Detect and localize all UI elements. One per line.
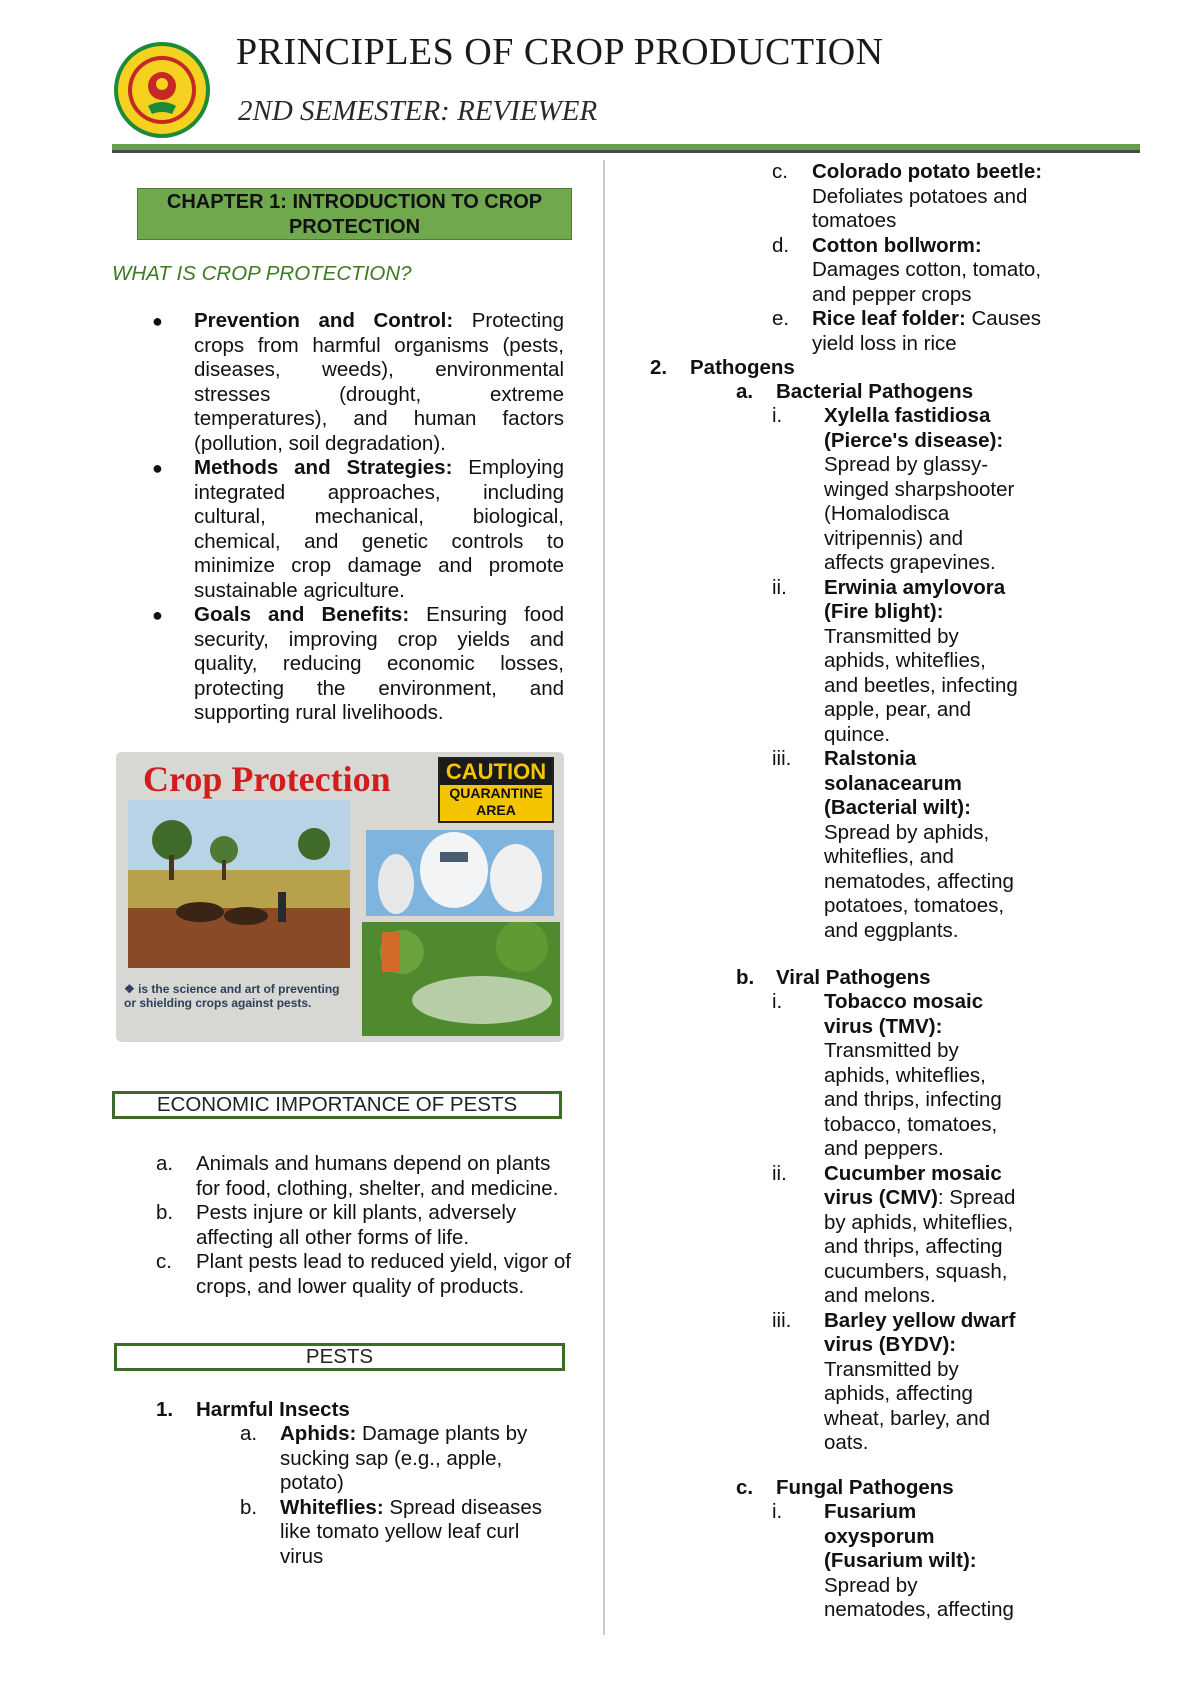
list-item	[240, 1496, 550, 1570]
protective-suits-illustration	[366, 830, 554, 916]
list-marker: a.	[736, 380, 754, 403]
bullet-text: Protecting crops from harmful organisms (pests, diseases, weeds), environmental stresses (drought, extreme temperatures), and human factors (pollution, soil degradation).	[194, 309, 564, 455]
section-question: WHAT IS CROP PROTECTION?	[112, 262, 412, 285]
list-term: Colorado potato beetle:	[812, 160, 1043, 183]
list-marker: i.	[772, 1500, 783, 1523]
list-label: Bacterial Pathogens	[776, 380, 974, 403]
list-label: Harmful Insects	[196, 1398, 350, 1421]
list-text: Spread by glassy-winged sharpshooter (Homalodisca vitripennis) and affects grapevines.	[824, 453, 1015, 574]
bullet-text: Employing integrated approaches, including cultural, mechanical, biological, chemical, and genetic controls to minimize crop damage and promote sustainable agriculture.	[194, 456, 564, 602]
list-item	[156, 1201, 576, 1250]
bullet-term: Methods and Strategies:	[194, 456, 453, 479]
list-text: Spread diseases like tomato yellow leaf curl virus	[280, 1495, 543, 1568]
viral-pathogens-list	[772, 990, 1022, 1456]
list-item	[772, 990, 1022, 1162]
document-subtitle: 2ND SEMESTER: REVIEWER	[238, 95, 598, 127]
list-text: Causes yield loss in rice	[812, 307, 1042, 355]
list-item	[772, 576, 1022, 748]
list-item	[152, 456, 564, 603]
list-item	[772, 234, 1062, 308]
pathogens-heading	[650, 356, 795, 381]
list-marker: 2.	[650, 356, 668, 379]
list-term: Cucumber mosaic virus (CMV)	[824, 1161, 1002, 1209]
list-item	[772, 404, 1022, 576]
list-text: Pests injure or kill plants, adversely affecting all other forms of life.	[196, 1201, 517, 1249]
document-title: PRINCIPLES OF CROP PRODUCTION	[236, 31, 884, 73]
fungal-pathogens-heading	[736, 1476, 954, 1501]
caution-label: CAUTION	[440, 759, 552, 785]
list-term: Rice leaf folder:	[812, 307, 966, 330]
list-item	[772, 1162, 1022, 1309]
list-marker: b.	[240, 1495, 258, 1519]
viral-pathogens-heading	[736, 966, 931, 991]
pests-heading: PESTS	[114, 1343, 565, 1371]
list-marker: a.	[240, 1422, 258, 1445]
list-marker: i.	[772, 404, 783, 427]
crop-spraying-illustration	[362, 922, 560, 1036]
university-seal-logo	[112, 40, 212, 140]
harmful-insects-heading	[156, 1398, 350, 1423]
list-marker: c.	[736, 1476, 754, 1499]
header-rule	[112, 144, 1140, 153]
list-text: Damage plants by sucking sap (e.g., apple, potato)	[280, 1422, 528, 1494]
list-item	[772, 1500, 1022, 1623]
list-text: Animals and humans depend on plants for food, clothing, shelter, and medicine.	[196, 1152, 559, 1200]
bullet-term: Goals and Benefits:	[194, 603, 410, 626]
list-term: Erwinia amylovora (Fire blight):	[824, 575, 1006, 623]
list-item	[772, 160, 1062, 234]
diamond-bullet-icon: ❖	[124, 982, 139, 996]
list-marker: 1.	[156, 1398, 174, 1421]
list-item	[156, 1250, 576, 1299]
list-marker: c.	[156, 1250, 172, 1273]
list-marker: c.	[772, 160, 788, 183]
list-item	[772, 747, 1022, 943]
list-term: Tobacco mosaic virus (TMV):	[824, 990, 984, 1038]
bullet-icon: ●	[152, 458, 163, 478]
bullet-icon: ●	[152, 605, 163, 625]
list-term: Fusarium oxysporum (Fusarium wilt):	[824, 1500, 977, 1572]
fungal-pathogens-list	[772, 1500, 1022, 1623]
list-marker: iii.	[772, 1308, 792, 1332]
bacterial-pathogens-heading	[736, 380, 973, 405]
list-label: Fungal Pathogens	[776, 1476, 954, 1499]
caution-sign	[438, 757, 554, 823]
list-marker: iii.	[772, 747, 792, 770]
list-marker: ii.	[772, 575, 787, 599]
list-term: Aphids:	[280, 1422, 357, 1445]
list-term: Barley yellow dwarf virus (BYDV):	[824, 1308, 1016, 1356]
list-item	[152, 309, 564, 456]
list-term: Cotton bollworm:	[812, 233, 982, 257]
bullet-text: Ensuring food security, improving crop yields and quality, reducing economic losses, protecting the environment, and supporting rural livelihoods.	[194, 603, 564, 724]
list-label: Pathogens	[690, 356, 795, 379]
list-marker: d.	[772, 233, 790, 257]
bullet-term: Prevention and Control:	[194, 309, 454, 332]
list-text: Plant pests lead to reduced yield, vigor of crops, and lower quality of products.	[196, 1250, 571, 1298]
list-text: Spread by nematodes, affecting	[824, 1573, 1014, 1621]
list-marker: b.	[156, 1201, 174, 1224]
list-item	[240, 1422, 550, 1496]
insects-list	[240, 1422, 550, 1569]
list-item	[152, 603, 564, 726]
list-marker: a.	[156, 1152, 174, 1175]
list-text: Spread by aphids, whiteflies, and nematodes, affecting potatoes, tomatoes, and eggplants.	[824, 820, 1014, 942]
economic-importance-heading: ECONOMIC IMPORTANCE OF PESTS	[112, 1091, 562, 1119]
crop-protection-figure	[116, 752, 564, 1042]
list-marker: e.	[772, 307, 790, 330]
list-text: Damages cotton, tomato, and pepper crops	[812, 258, 1042, 306]
economic-importance-list	[156, 1152, 576, 1299]
list-term: Xylella fastidiosa (Pierce's disease):	[824, 404, 1004, 452]
list-text: Defoliates potatoes and tomatoes	[812, 184, 1028, 232]
list-term: Whiteflies:	[280, 1495, 384, 1519]
list-text: : Spread by aphids, whiteflies, and thrips, affecting cucumbers, squash, and melons.	[824, 1186, 1016, 1307]
list-label: Viral Pathogens	[776, 966, 931, 989]
list-term: Ralstonia solanacearum (Bacterial wilt):	[824, 747, 971, 819]
list-item	[772, 307, 1062, 356]
insects-list-continued	[772, 160, 1062, 356]
definition-bullets	[152, 309, 564, 726]
list-item	[772, 1309, 1022, 1456]
list-text: Transmitted by aphids, whiteflies, and beetles, infecting apple, pear, and quince.	[824, 624, 1018, 746]
list-marker: b.	[736, 966, 755, 989]
list-item	[156, 1152, 576, 1201]
figure-caption-text: is the science and art of preventing or shielding crops against pests.	[124, 982, 340, 1010]
quarantine-label: QUARANTINE AREA	[449, 785, 543, 818]
chapter-heading: CHAPTER 1: INTRODUCTION TO CROP PROTECTION	[137, 188, 572, 240]
field-plowing-illustration	[128, 800, 350, 968]
list-marker: i.	[772, 990, 783, 1013]
list-text: Transmitted by aphids, affecting wheat, barley, and oats.	[824, 1357, 991, 1454]
bullet-icon: ●	[152, 311, 163, 331]
figure-title: Crop Protection	[143, 759, 391, 799]
figure-caption	[124, 982, 354, 1010]
column-divider	[603, 160, 605, 1635]
list-text: Transmitted by aphids, whiteflies, and thrips, infecting tobacco, tomatoes, and peppers.	[824, 1039, 1002, 1160]
bacterial-pathogens-list	[772, 404, 1022, 943]
list-marker: ii.	[772, 1161, 787, 1185]
